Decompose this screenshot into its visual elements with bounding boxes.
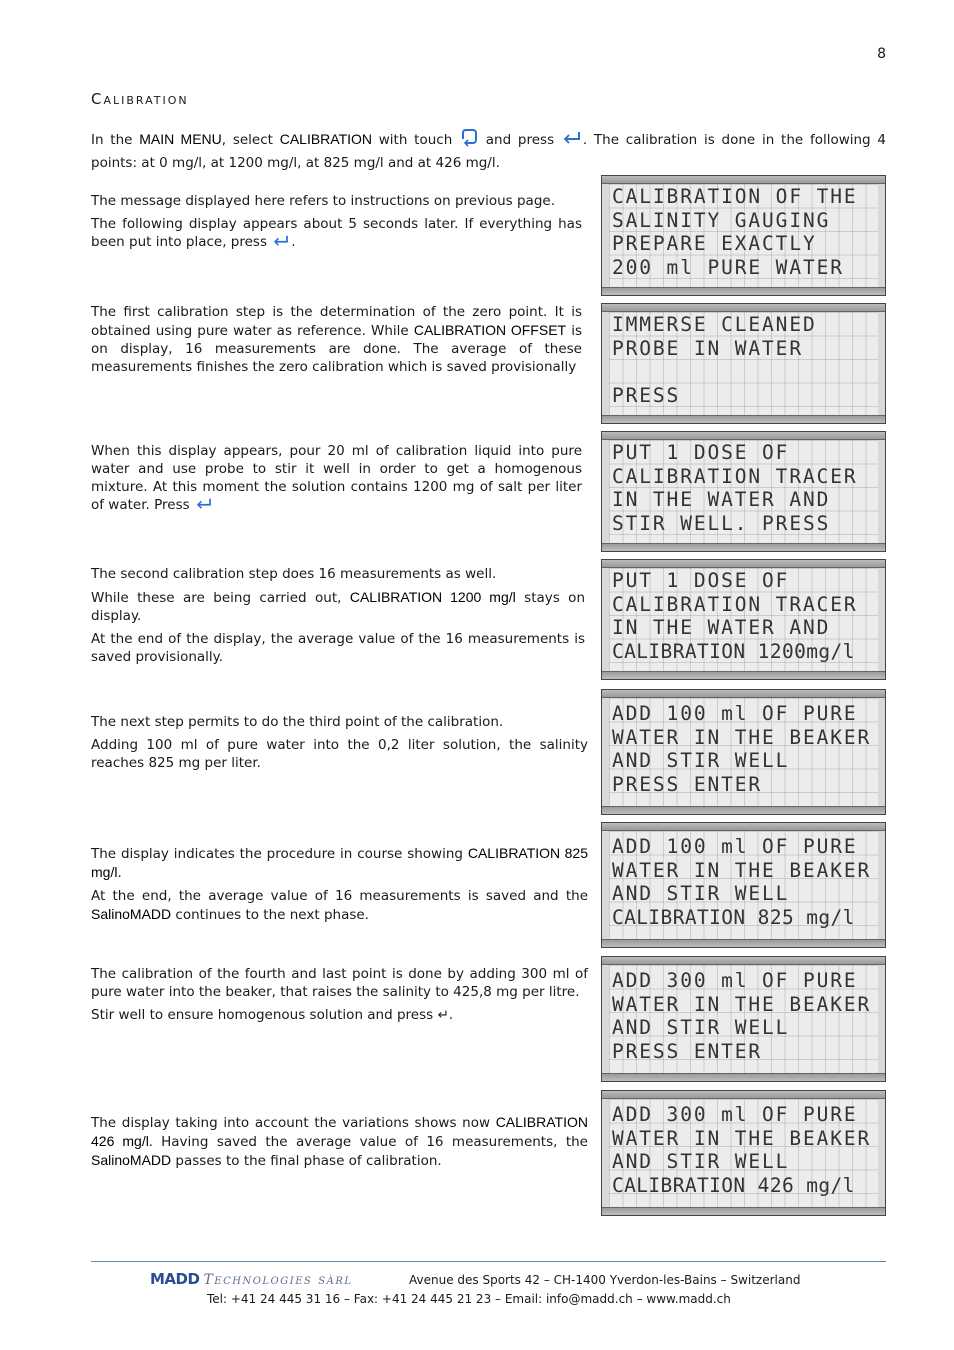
lcd-line: PRESS — [612, 384, 681, 408]
lcd-line: AND STIR WELL — [612, 1016, 790, 1040]
lcd-line: PUT 1 DOSE OF — [612, 441, 790, 464]
lcd-line: IMMERSE CLEANED — [612, 313, 817, 336]
enter-key-icon — [194, 496, 214, 514]
calibration-825-term: CALIBRATION 825 mg/l — [91, 845, 589, 880]
lcd-line: WATER IN THE BEAKER — [612, 1126, 872, 1150]
lcd-line: AND STIR WELL — [612, 1150, 790, 1174]
step-3-text: When this display appears, pour 20 ml of calibration liquid into pure water and use probe to stir it well in order to get a homogenous mixture. At this moment the solution contains 1200 mg of salt per liter of water. Press — [91, 443, 582, 513]
lcd-display-4 — [601, 559, 886, 680]
lcd-line: SALINITY GAUGING — [612, 208, 831, 232]
calibration-offset-term: CALIBRATION OFFSET — [413, 322, 567, 338]
main-menu-term: MAIN MENU — [139, 131, 222, 147]
footer-address: Avenue des Sports 42 – CH-1400 Yverdon-les-Bains – Switzerland — [409, 1273, 801, 1287]
step-4-text: The second calibration step does 16 measurements as well. While these are being carried out, CALIBRATION 1200 mg/l stays on display. At the end of the display, the average value of the 16 measurements is saved provisionally. — [91, 566, 586, 665]
enter-key-icon — [561, 130, 583, 150]
lcd-line: ADD 100 ml OF PURE — [612, 702, 858, 725]
lcd-display-1 — [601, 175, 886, 296]
salinomadd-term: SalinoMADD — [91, 906, 172, 922]
lcd-display-6 — [601, 822, 886, 948]
lcd-line: CALIBRATION TRACER — [612, 464, 858, 488]
footer-contact: Tel: +41 24 445 31 16 – Fax: +41 24 445 21 23 – Email: info@madd.ch – www.madd.ch — [207, 1292, 731, 1306]
lcd-display-2 — [601, 303, 886, 424]
lcd-line: CALIBRATION 825 mg/l — [612, 906, 855, 930]
calibration-term: CALIBRATION — [279, 131, 373, 147]
step-1-text: The message displayed here refers to instructions on previous page. The following display appears about 5 seconds later. If everything has been put into place, press . — [91, 193, 582, 250]
intro-paragraph: In the MAIN MENU, select CALIBRATION with touch and press . The calibration is done in the following 4 points: at 0 mg/l, at 1200 mg/l, at 825 mg/l and at 426 mg/l. — [91, 127, 886, 173]
lcd-line: CALIBRATION 426 mg/l — [612, 1174, 855, 1198]
step-6-text: The display indicates the procedure in course showing CALIBRATION 825 mg/l. At the end, the average value of 16 measurements is saved and the SalinoMADD continues to the next phase. — [91, 845, 589, 923]
lcd-line: ADD 300 ml OF PURE — [612, 969, 858, 992]
calibration-426-term: CALIBRATION 426 mg/l. — [91, 1114, 588, 1149]
step-8-text: The display taking into account the variations shows now CALIBRATION 426 mg/l. Having saved the average value of 16 measurements, the SalinoMADD passes to the final phase of calibration. — [91, 1114, 588, 1169]
touch-cycle-icon — [459, 127, 479, 153]
lcd-display-8 — [601, 1090, 886, 1216]
step-5-text: The next step permits to do the third point of the calibration. Adding 100 ml of pure water into the 0,2 liter solution, the salinity reaches 825 mg per liter. — [91, 714, 588, 771]
step-7-text: The calibration of the fourth and last point is done by adding 300 ml of pure water into the beaker, that raises the salinity to 425,8 mg per litre. Stir well to ensure homogenous solution and press ↵. — [91, 966, 588, 1023]
footer-logo — [150, 1270, 353, 1288]
step-2-text: The first calibration step is the determination of the zero point. It is obtained using pure water as reference. While CALIBRATION OFFSET is on display, 16 measurements are done. The average of these measurements finishes the zero calibration which is saved provisionally — [91, 304, 583, 375]
lcd-line: PROBE IN WATER — [612, 336, 803, 360]
lcd-line: PREPARE EXACTLY — [612, 232, 817, 256]
lcd-line: IN THE WATER AND — [612, 488, 831, 512]
enter-key-icon — [271, 233, 291, 251]
lcd-line: ADD 100 ml OF PURE — [612, 835, 858, 858]
lcd-line: PRESS ENTER — [612, 773, 763, 797]
lcd-line: ADD 300 ml OF PURE — [612, 1103, 858, 1126]
lcd-display-5 — [601, 689, 886, 815]
section-title: Calibration — [91, 90, 189, 108]
lcd-line: PRESS ENTER — [612, 1040, 763, 1064]
lcd-line: CALIBRATION OF THE — [612, 185, 858, 208]
lcd-line: PUT 1 DOSE OF — [612, 569, 790, 592]
lcd-line: WATER IN THE BEAKER — [612, 725, 872, 749]
lcd-line: WATER IN THE BEAKER — [612, 858, 872, 882]
lcd-line: AND STIR WELL — [612, 882, 790, 906]
lcd-line: AND STIR WELL — [612, 749, 790, 773]
page-number: 8 — [877, 46, 886, 62]
lcd-display-7 — [601, 956, 886, 1082]
lcd-line: IN THE WATER AND — [612, 616, 831, 640]
footer-rule — [91, 1261, 886, 1262]
lcd-line: WATER IN THE BEAKER — [612, 992, 872, 1016]
lcd-display-3 — [601, 431, 886, 552]
brand-logo: MADD — [150, 1270, 200, 1288]
lcd-line: CALIBRATION 1200mg/l — [612, 640, 855, 664]
lcd-line: 200 ml PURE WATER — [612, 256, 844, 280]
lcd-line: STIR WELL. PRESS — [612, 512, 831, 536]
company-name: Technologies sàrl — [203, 1272, 353, 1288]
lcd-line — [612, 360, 875, 384]
salinomadd-term: SalinoMADD — [91, 1152, 172, 1168]
lcd-line: CALIBRATION TRACER — [612, 592, 858, 616]
calibration-1200-term: CALIBRATION 1200 mg/l — [349, 589, 516, 605]
